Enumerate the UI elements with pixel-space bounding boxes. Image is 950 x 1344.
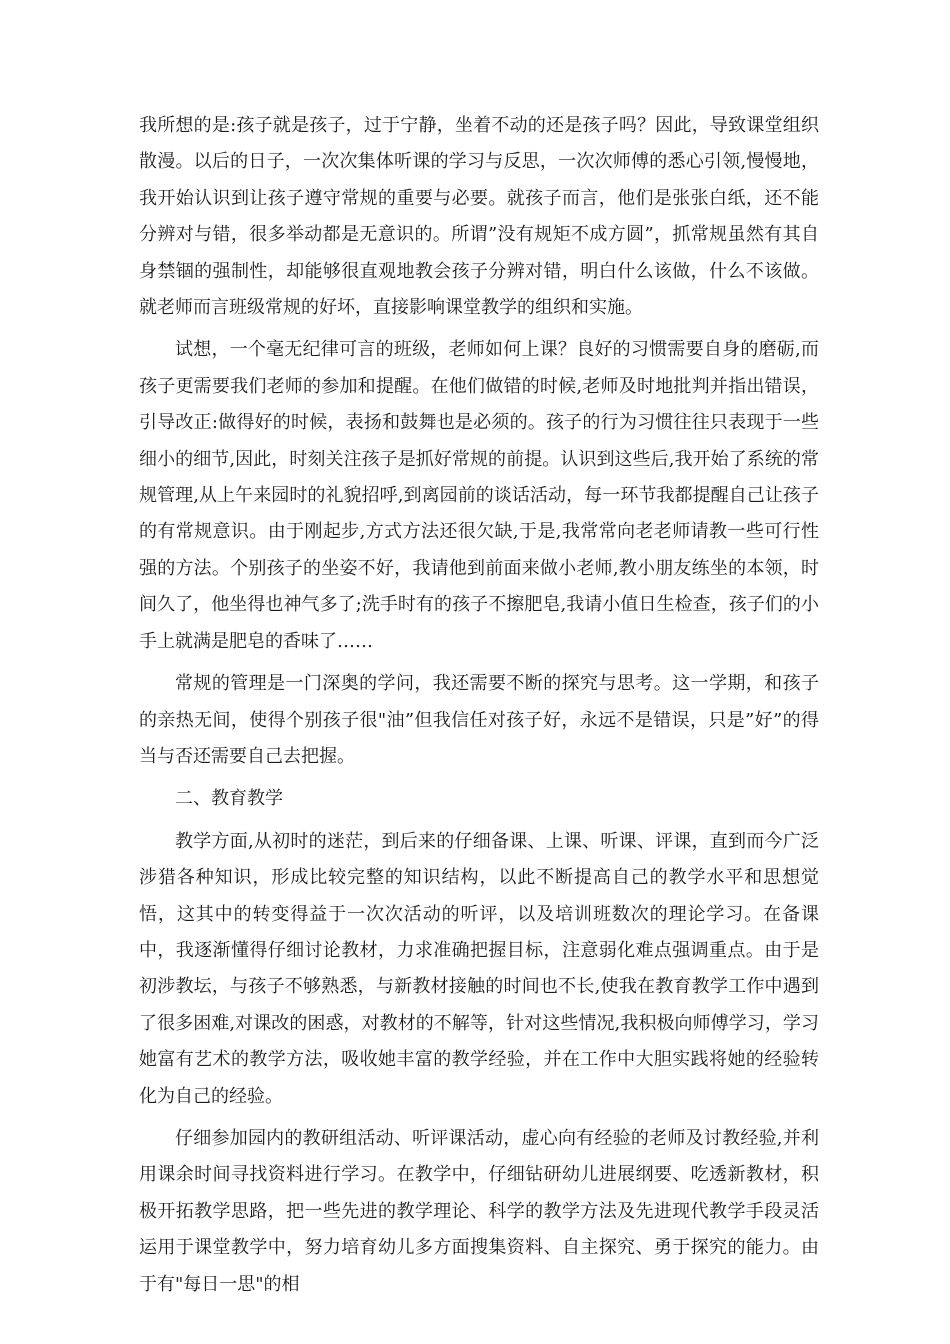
paragraph-routine-importance: 我所想的是:孩子就是孩子，过于宁静，坐着不动的还是孩子吗？因此，导致课堂组织散漫。以后的日子，一次次集体听课的学习与反思，一次次师傅的悉心引领,慢慢地，我开始认识到让孩子遵守常规的重要与必要。就孩子而言，他们是张张白纸，还不能分辨对与错，很多举动都是无意识的。所谓”没有规矩不成方圆”，抓常规虽然有其自身禁锢的强制性，却能够很直观地教会孩子分辨对错，明白什么该做，什么不该做。就老师而言班级常规的好坏，直接影响课堂教学的组织和实施。 xyxy=(139,115,819,319)
paragraph-teaching-research: 仔细参加园内的教研组活动、听评课活动，虚心向有经验的老师及讨教经验,并利用课余时间寻找资料进行学习。在教学中，仔细钻研幼儿进展纲要、吃透新教材，积极开拓教学思路，把一些先进的教学理论、科学的教学方法及先进现代教学手段灵活运用于课堂教学中，努力培育幼儿多方面搜集资料、自主探究、勇于探究的能力。由于有"每日一思"的相 xyxy=(139,1127,819,1295)
document-body xyxy=(139,108,819,1309)
paragraph-teaching-growth: 教学方面,从初时的迷茫，到后来的仔细备课、上课、听课、评课，直到而今广泛涉猎各种知识，形成比较完整的知识结构，以此不断提高自己的教学水平和思想觉悟，这其中的转变得益于一次次活动的听评，以及培训班数次的理论学习。在备课中，我逐渐懂得仔细讨论教材，力求准确把握目标，注意弱化难点强调重点。由于是初涉教坛，与孩子不够熟悉，与新教材接触的时间也不长,使我在教育教学工作中遇到了很多困难,对课改的困惑，对教材的不解等，针对这些情况,我积极向师傅学习，学习她富有艺术的教学方法，吸收她丰富的教学经验，并在工作中大胆实践将她的经验转化为自己的经验。 xyxy=(139,830,819,1107)
paragraph-discipline-habits: 试想，一个毫无纪律可言的班级，老师如何上课？良好的习惯需要自身的磨砺,而孩子更需要我们老师的参加和提醒。在他们做错的时候,老师及时地批判并指出错误，引导改正:做得好的时候，表扬和鼓舞也是必须的。孩子的行为习惯往往只表现于一些细小的细节,因此，时刻关注孩子是抓好常规的前提。认识到这些后,我开始了系统的常规管理,从上午来园时的礼貌招呼,到离园前的谈话活动，每一环节我都提醒自己让孩子的有常规意识。由于刚起步,方式方法还很欠缺,于是,我常常向老老师请教一些可行性强的方法。个别孩子的坐姿不好，我请他到前面来做小老师,教小朋友练坐的本领，时间久了，他坐得也神气多了;洗手时有的孩子不擦肥皂,我请小值日生检查，孩子们的小手上就满是肥皂的香味了…… xyxy=(139,339,819,652)
section-heading-teaching: 二、教育教学 xyxy=(175,788,283,810)
paragraph-routine-management: 常规的管理是一门深奥的学问，我还需要不断的探究与思考。这一学期，和孩子的亲热无间，使得个别孩子很"油”但我信任对孩子好，永远不是错误，只是”好”的得当与否还需要自己去把握。 xyxy=(139,673,819,767)
